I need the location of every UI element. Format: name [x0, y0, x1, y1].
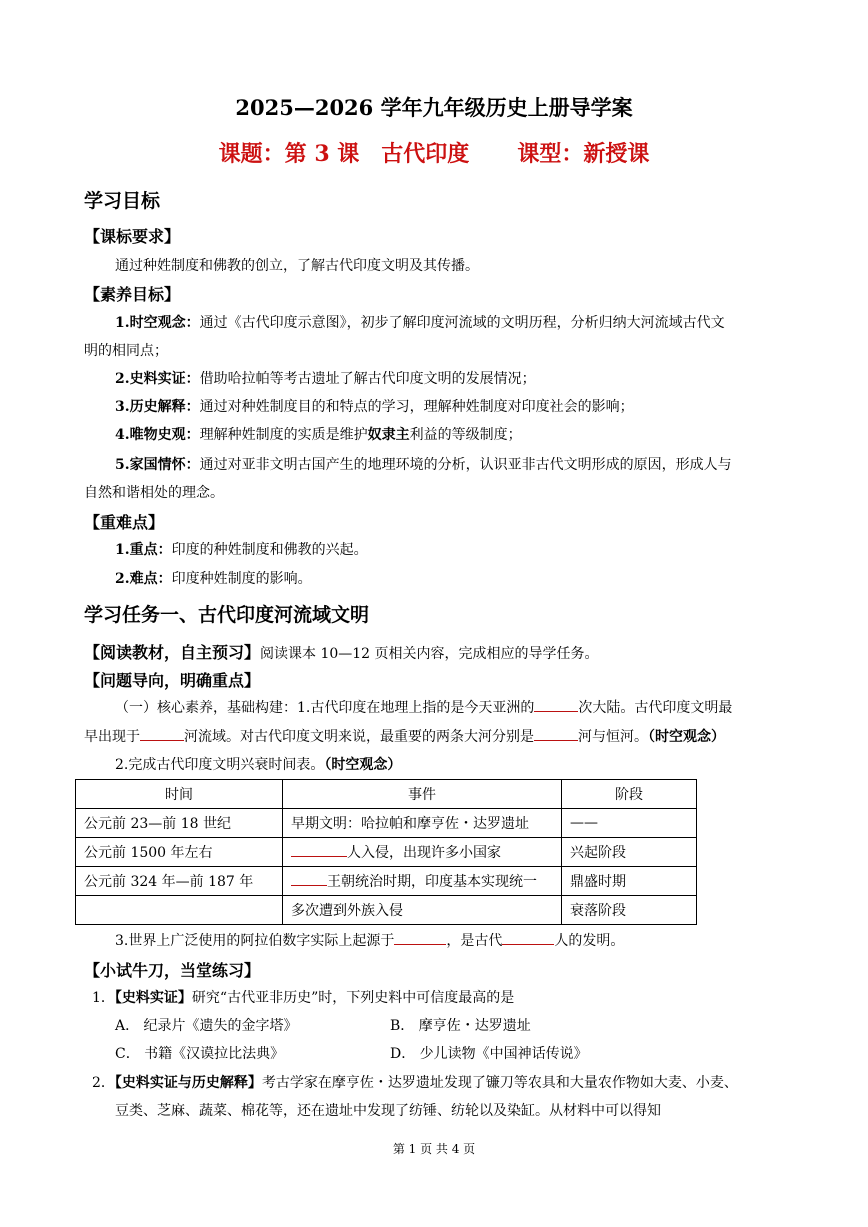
q3-line	[115, 930, 624, 950]
question-tag: 【史料实证】	[114, 990, 192, 1006]
table-cell-stage: 鼎盛时期	[562, 867, 697, 896]
table-header-row	[76, 780, 697, 809]
task1-heading: 学习任务一、古代印度河流域文明	[84, 604, 370, 626]
q1-text: 河与恒河。	[578, 729, 648, 745]
table-cell-stage: 衰落阶段	[562, 896, 697, 925]
document-title: 2025—2026 学年九年级历史上册导学案	[235, 95, 633, 120]
table-cell-event	[283, 838, 562, 867]
answer-blank[interactable]	[534, 726, 578, 741]
answer-blank[interactable]	[140, 726, 184, 741]
standard-text: 通过种姓制度和佛教的创立，了解古代印度文明及其传播。	[115, 258, 479, 274]
option-a[interactable]: A． 纪录片《遗失的金字塔》	[115, 1018, 298, 1034]
option-d[interactable]: D． 少儿读物《中国神话传说》	[390, 1046, 588, 1062]
question-text: 考古学家在摩亨佐・达罗遗址发现了镰刀等农具和大量农作物如大麦、小麦、	[261, 1075, 738, 1091]
q3-text: ，是古代	[446, 933, 503, 949]
question-heading: 【问题导向，明确重点】	[84, 671, 261, 690]
table-cell-time: 公元前 324 年—前 187 年	[76, 867, 283, 896]
goal-text: 利益的等级制度；	[409, 427, 522, 443]
lesson-subtitle	[0, 137, 868, 168]
table-cell-stage: 兴起阶段	[562, 838, 697, 867]
table-header: 时间	[76, 780, 283, 809]
q3-text: 3.世界上广泛使用的阿拉伯数字实际上起源于	[115, 933, 395, 949]
key-heading: 【重难点】	[84, 513, 165, 532]
table-row	[76, 838, 697, 867]
goal-label: 5.家国情怀：	[115, 457, 200, 473]
q1-line-1	[115, 697, 732, 717]
key-item-2	[115, 568, 312, 588]
practice-q1	[92, 987, 514, 1007]
goal-item-4	[115, 424, 522, 444]
practice-heading: 【小试牛刀，当堂练习】	[84, 961, 261, 980]
table-row	[76, 867, 697, 896]
page-footer: 第 1 页 共 4 页	[392, 1142, 476, 1156]
q1-text: 次大陆。古代印度文明最	[578, 700, 733, 716]
goal-label: 1.时空观念：	[115, 315, 200, 331]
practice-q2	[92, 1072, 738, 1092]
table-header: 阶段	[562, 780, 697, 809]
question-text: 研究“古代亚非历史”时，下列史料中可信度最高的是	[191, 990, 515, 1006]
table-cell-event: 多次遭到外族入侵	[283, 896, 562, 925]
q1-text: （一）核心素养，基础构建：1.古代印度在地理上指的是今天亚洲的	[115, 700, 535, 716]
question-number: 2．	[92, 1075, 115, 1091]
table-row	[76, 809, 697, 838]
q1-text: 早出现于	[84, 729, 140, 745]
table-header: 事件	[283, 780, 562, 809]
option-b[interactable]: B． 摩亨佐・达罗遗址	[390, 1018, 531, 1034]
literacy-tag: （时空观念）	[324, 757, 402, 773]
goal-text-bold: 奴隶主	[367, 427, 410, 443]
question-number: 1．	[92, 990, 115, 1006]
goal-text: 理解种姓制度的实质是维护	[199, 427, 368, 443]
read-text: 阅读课本 10—12 页相关内容，完成相应的导学任务。	[260, 646, 599, 662]
answer-blank[interactable]	[291, 871, 327, 886]
goal-text: 借助哈拉帕等考古遗址了解古代印度文明的发展情况；	[199, 371, 536, 387]
answer-blank[interactable]	[394, 930, 446, 945]
goal-item-2	[115, 368, 536, 388]
q3-text: 人的发明。	[554, 933, 625, 949]
goal-label: 4.唯物史观：	[115, 427, 200, 443]
literacy-heading: 【素养目标】	[84, 285, 181, 304]
goal-item-1-cont: 明的相同点；	[84, 343, 168, 359]
goal-label: 2.史料实证：	[115, 371, 200, 387]
q1-line-2	[84, 726, 725, 746]
event-text: 人入侵，出现许多小国家	[347, 845, 501, 861]
goal-item-3	[115, 396, 634, 416]
table-cell-time[interactable]	[76, 896, 283, 925]
table-cell-stage: ——	[562, 809, 697, 838]
read-heading: 【阅读教材，自主预习】	[84, 643, 261, 662]
goal-item-1	[115, 312, 725, 332]
standard-heading: 【课标要求】	[84, 227, 181, 246]
goal-text: 通过对种姓制度目的和特点的学习，理解种姓制度对印度社会的影响；	[199, 399, 634, 415]
timeline-table	[75, 779, 697, 925]
key-label: 1.重点：	[115, 542, 172, 558]
table-cell-time: 公元前 1500 年左右	[76, 838, 283, 867]
goal-item-5-cont: 自然和谐相处的理念。	[84, 485, 224, 501]
q1-text: 河流域。对古代印度文明来说，最重要的两条大河分别是	[184, 729, 534, 745]
literacy-tag: （时空观念）	[648, 729, 725, 745]
key-text: 印度种姓制度的影响。	[171, 571, 312, 587]
goals-heading: 学习目标	[84, 190, 161, 212]
goal-text: 通过《古代印度示意图》，初步了解印度河流域的文明历程，分析归纳大河流域古代文	[199, 315, 725, 331]
q2-line	[115, 754, 401, 774]
question-tag: 【史料实证与历史解释】	[114, 1075, 262, 1091]
lesson-name: 课题：第 3 课 古代印度	[218, 141, 470, 167]
q2-text: 2.完成古代印度文明兴衰时间表。	[115, 757, 325, 773]
key-text: 印度的种姓制度和佛教的兴起。	[171, 542, 368, 558]
table-cell-event: 早期文明：哈拉帕和摩亨佐・达罗遗址	[283, 809, 562, 838]
answer-blank[interactable]	[534, 697, 578, 712]
key-item-1	[115, 539, 368, 559]
goal-text: 通过对亚非文明古国产生的地理环境的分析，认识亚非古代文明形成的原因，形成人与	[199, 457, 732, 473]
read-line	[84, 640, 599, 663]
key-label: 2.难点：	[115, 571, 172, 587]
lesson-type: 课型：新授课	[517, 141, 650, 167]
goal-label: 3.历史解释：	[115, 399, 200, 415]
answer-blank[interactable]	[502, 930, 554, 945]
practice-q2-cont: 豆类、芝麻、蔬菜、棉花等，还在遗址中发现了纺锤、纺轮以及染缸。从材料中可以得知	[115, 1103, 661, 1119]
option-c[interactable]: C． 书籍《汉谟拉比法典》	[115, 1046, 285, 1062]
table-cell-time: 公元前 23—前 18 世纪	[76, 809, 283, 838]
answer-blank[interactable]	[291, 842, 347, 857]
table-row	[76, 896, 697, 925]
goal-item-5	[115, 454, 732, 474]
event-text: 王朝统治时期，印度基本实现统一	[327, 874, 537, 890]
table-cell-event	[283, 867, 562, 896]
